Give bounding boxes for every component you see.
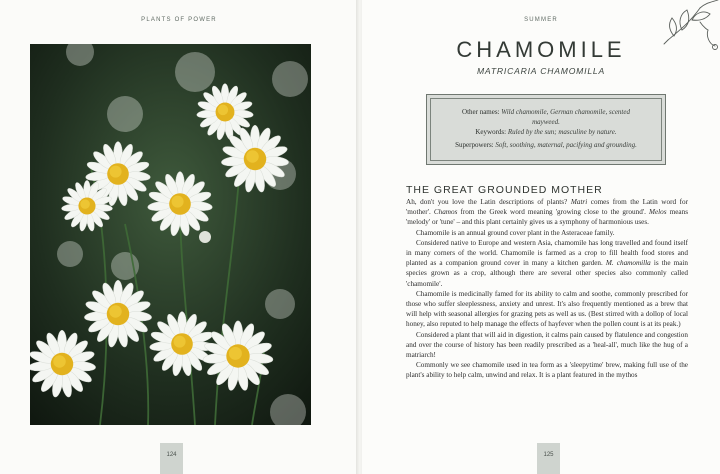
- page-title: CHAMOMILE: [456, 37, 626, 62]
- chamomile-photo: [30, 44, 311, 425]
- paragraph-2: Chamomile is an annual ground cover plant in the Asteraceae family.: [416, 228, 615, 237]
- keywords-value: Ruled by the sun; masculine by nature.: [507, 128, 617, 136]
- plant-infobox: [426, 94, 666, 165]
- superpowers-label: Superpowers:: [455, 141, 494, 149]
- paragraph-1-text-4: means 'melody' or 'tune' – and this plant certainly gives us a symphony of harmonious uses.: [406, 208, 688, 227]
- paragraph-4: Chamomile is medicinally famed for its ability to calm and soothe, commonly prescribed for those who suffer sleeplessness, anxiety and unrest. It's also frequently mentioned as a brew that will help with seasonal allergies for grazing pets as well as us. (Best stirred with a dollop of local honey, also reputed to help manage the effects of hayfever when the pollen count is at its peak.): [406, 289, 688, 329]
- keywords-row: [437, 127, 655, 137]
- latin-term-chamos: Chamos: [433, 208, 458, 217]
- right-running-head: SUMMER: [524, 17, 558, 23]
- latin-term-m-chamomilla: M. chamomilla: [605, 259, 651, 268]
- right-page-number: 125: [537, 443, 560, 474]
- paragraph-5: Considered a plant that will aid in digestion, it calms pain caused by flatulence and congestion and over the course of history has been readily prescribed as a 'heal-all', much like the hug of a matriarch!: [406, 330, 688, 360]
- superpowers-value: Soft, soothing, maternal, pacifying and grounding.: [495, 141, 637, 149]
- latin-term-melos: Melos: [648, 208, 667, 217]
- other-names-value-cont: mayweed.: [532, 118, 560, 126]
- paragraph-1-text: Ah, don't you love the Latin descriptions of plants?: [406, 198, 571, 206]
- keywords-label: Keywords:: [475, 128, 507, 136]
- left-page: [0, 0, 358, 474]
- other-names-row: [437, 107, 655, 127]
- latin-name-subtitle: MATRICARIA CHAMOMILLA: [476, 66, 606, 76]
- right-page: [362, 0, 720, 474]
- left-page-number: 124: [160, 443, 183, 474]
- paragraph-3-text-2: is the main species grown as a crop, although there are several other species also commonly called 'chamomile'.: [406, 259, 688, 288]
- other-names-label: Other names:: [462, 108, 500, 116]
- paragraph-1: [406, 197, 688, 228]
- paragraph-1-text-2: comes from the Latin word for 'mother'.: [406, 198, 689, 217]
- section-heading: THE GREAT GROUNDED MOTHER: [406, 184, 603, 196]
- paragraph-6: Commonly we see chamomile used in tea form as a 'sleepytime' brew, making full use of the plant's ability to help calm, unwind and relax. It is a plant featured in the mythos: [406, 361, 688, 380]
- paragraph-1-text-3: from the Greek word meaning 'growing close to the ground'.: [457, 208, 649, 217]
- latin-term-matri: Matri: [570, 198, 588, 206]
- paragraph-3-text: Considered native to Europe and western Asia, chamomile has long travelled and found itself in many corners of the world. Chamomile is farmed as a crop to fill health food stores and planted as a companion ground cover in many a kitchen garden.: [406, 238, 688, 268]
- paragraph-3: [406, 238, 688, 289]
- superpowers-row: [437, 140, 655, 150]
- body-text: [406, 197, 688, 381]
- other-names-value: Wild chamomile, German chamomile, scented: [501, 108, 630, 116]
- left-running-head: PLANTS OF POWER: [141, 17, 217, 23]
